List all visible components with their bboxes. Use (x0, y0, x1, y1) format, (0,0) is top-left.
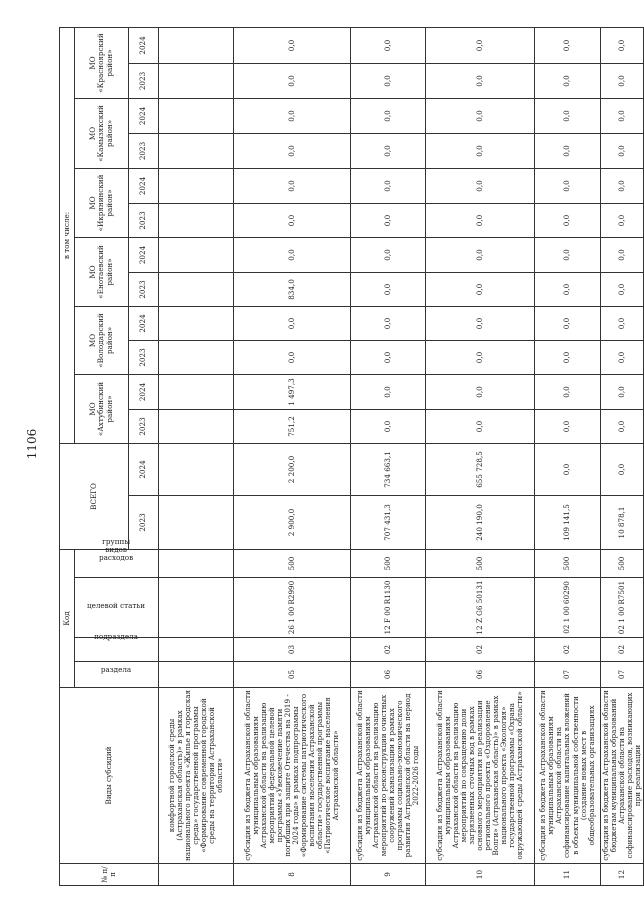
row-number (159, 864, 234, 886)
header-code: Код (60, 549, 75, 687)
subsection-code: 03 (234, 638, 351, 662)
mo-value: 0,0 (351, 272, 426, 306)
total-2024: 734 663,1 (351, 443, 426, 495)
mo-value (159, 63, 234, 98)
mo-value: 0,0 (234, 27, 351, 63)
mo-value (159, 168, 234, 203)
header-year-2023: 2023 (129, 409, 159, 443)
header-total-2023: 2023 (129, 495, 159, 549)
mo-value: 0,0 (601, 27, 644, 63)
subsidy-description: субсидия из бюджета Астраханской области муниципальным образованиям Астраханской области на софинансирование капитальных вложений в объекты муниципальной собственности (создание новых мест в общеобразовательных организациях (535, 688, 601, 864)
mo-value: 0,0 (351, 203, 426, 237)
table-row (351, 27, 426, 885)
mo-value: 0,0 (535, 340, 601, 374)
mo-value: 0,0 (426, 272, 535, 306)
mo-value: 0,0 (234, 168, 351, 203)
mo-value: 0,0 (535, 374, 601, 409)
header-year-2024: 2024 (129, 168, 159, 203)
mo-value: 0,0 (234, 340, 351, 374)
mo-value: 0,0 (535, 306, 601, 340)
mo-value: 0,0 (426, 168, 535, 203)
mo-value (159, 374, 234, 409)
header-year-2023: 2023 (129, 203, 159, 237)
subsection-code (159, 638, 234, 662)
total-2023: 707 431,3 (351, 495, 426, 549)
mo-value (159, 27, 234, 63)
table-row (426, 27, 535, 885)
target-item-code: 26 1 00 R2990 (234, 578, 351, 638)
section-code (159, 662, 234, 688)
mo-value: 0,0 (601, 306, 644, 340)
mo-value: 0,0 (601, 272, 644, 306)
header-no: № п/п (60, 864, 159, 886)
target-item-code: 02 1 00 R7501 (601, 578, 644, 638)
mo-value: 0,0 (535, 409, 601, 443)
section-code: 07 (535, 662, 601, 688)
mo-value: 0,0 (535, 63, 601, 98)
mo-value: 0,0 (351, 98, 426, 133)
section-code: 06 (426, 662, 535, 688)
header-total: ВСЕГО (60, 443, 129, 549)
row-number: 12 (601, 864, 644, 886)
table-row (535, 27, 601, 885)
mo-value: 0,0 (351, 409, 426, 443)
header-mo-kamyzyaksky: МО «Камызякский район» (75, 98, 129, 168)
mo-value: 0,0 (234, 306, 351, 340)
expense-group-code: 500 (535, 549, 601, 577)
subsidy-description: субсидия из бюджета Астраханской области муниципальным образованиям Астраханской области на реализацию мероприятий федеральной целевой программы «Увековечение памяти погибших при защите Отечества на 2019 - 2024 годы» в рамках подпрограммы «Формирование системы патриотического воспитания населения Астраханской области» государственной программы «Патриотическое воспитание населения Астраханской области» (234, 688, 351, 864)
mo-value: 0,0 (426, 133, 535, 168)
mo-value: 0,0 (351, 340, 426, 374)
mo-value (159, 409, 234, 443)
mo-value: 0,0 (535, 203, 601, 237)
mo-value: 0,0 (535, 27, 601, 63)
mo-value: 0,0 (426, 340, 535, 374)
mo-value: 0,0 (535, 237, 601, 272)
header-mo-akhtubinsky: МО «Ахтубинский район» (75, 374, 129, 443)
header-target-item: целевой статьи (75, 578, 159, 638)
header-year-2024: 2024 (129, 306, 159, 340)
section-code: 07 (601, 662, 644, 688)
expense-group-code: 500 (234, 549, 351, 577)
expense-group-code: 500 (426, 549, 535, 577)
header-mo-krasnoyarsky: МО «Красноярский район» (75, 27, 129, 98)
mo-value: 0,0 (351, 237, 426, 272)
mo-value: 0,0 (351, 63, 426, 98)
header-year-2024: 2024 (129, 98, 159, 133)
header-year-2024: 2024 (129, 237, 159, 272)
subsidy-description: комфортной городской среды (Астраханская область)» в рамках национального проекта «Жилье и городская среда» государственной программы «Формирование современной городской среды на территории Астраханской области» (159, 688, 234, 864)
subsection-code: 02 (426, 638, 535, 662)
total-2024: 0,0 (535, 443, 601, 495)
expense-group-code: 500 (601, 549, 644, 577)
target-item-code: 12 Z G6 50131 (426, 578, 535, 638)
subsection-code: 02 (535, 638, 601, 662)
row-number: 10 (426, 864, 535, 886)
mo-value: 0,0 (426, 63, 535, 98)
mo-value: 0,0 (426, 237, 535, 272)
target-item-code: 12 F 00 R1130 (351, 578, 426, 638)
row-number: 8 (234, 864, 351, 886)
header-kind: Виды субсидий (60, 688, 159, 864)
total-2023: 10 878,1 (601, 495, 644, 549)
subsidy-description: субсидия из бюджета Астраханской области муниципальным образованиям Астраханской области на реализацию мероприятий по реконструкции очистных сооружений канализации в рамках программы социально-экономического развития Астраханской области на период 2022-2026 годы (351, 688, 426, 864)
subsection-code: 02 (601, 638, 644, 662)
table-body (159, 27, 644, 885)
target-item-code (159, 578, 234, 638)
total-2024: 655 728,5 (426, 443, 535, 495)
mo-value: 0,0 (601, 203, 644, 237)
total-2023: 109 141,5 (535, 495, 601, 549)
mo-value (159, 203, 234, 237)
target-item-code: 02 1 00 60290 (535, 578, 601, 638)
mo-value: 0,0 (601, 168, 644, 203)
mo-value: 0,0 (351, 27, 426, 63)
mo-value (159, 133, 234, 168)
mo-value: 1 497,3 (234, 374, 351, 409)
page-number: 1106 (25, 428, 39, 460)
header-mo-enotaevsky: МО «Енотаевский район» (75, 237, 129, 306)
mo-value: 0,0 (426, 98, 535, 133)
total-2023: 2 900,0 (234, 495, 351, 549)
mo-value: 834,0 (234, 272, 351, 306)
mo-value: 0,0 (351, 306, 426, 340)
mo-value: 0,0 (234, 237, 351, 272)
subsidy-description: субсидия из бюджета Астраханской области муниципальным образованиям Астраханской области на реализацию мероприятий по сокращению доли загрязненных сточных вод в рамках основного мероприятия по реализации регионального проекта «Оздоровление Волги» (Астраханская область)» в рамках национального проекта «Экология» государственной программы «Охрана окружающей среды Астраханской области» (426, 688, 535, 864)
total-2023: 240 190,0 (426, 495, 535, 549)
rotated-table-page (59, 33, 643, 886)
header-year-2023: 2023 (129, 272, 159, 306)
mo-value: 751,2 (234, 409, 351, 443)
mo-value (159, 237, 234, 272)
header-year-2024: 2024 (129, 27, 159, 63)
total-2024: 2 200,0 (234, 443, 351, 495)
row-number: 9 (351, 864, 426, 886)
header-including: в том числе: (60, 27, 75, 443)
mo-value: 0,0 (426, 203, 535, 237)
mo-value: 0,0 (601, 133, 644, 168)
mo-value: 0,0 (234, 133, 351, 168)
section-code: 06 (351, 662, 426, 688)
mo-value: 0,0 (535, 133, 601, 168)
mo-value: 0,0 (601, 409, 644, 443)
header-subsection: подраздела (75, 638, 159, 662)
mo-value: 0,0 (601, 374, 644, 409)
total-2024: 0,0 (601, 443, 644, 495)
mo-value: 0,0 (535, 272, 601, 306)
mo-value: 0,0 (234, 203, 351, 237)
total-2024 (159, 443, 234, 495)
header-mo-volodarsky: МО «Володарский район» (75, 306, 129, 374)
mo-value: 0,0 (535, 98, 601, 133)
total-2023 (159, 495, 234, 549)
header-total-2024: 2024 (129, 443, 159, 495)
mo-value: 0,0 (535, 168, 601, 203)
mo-value: 0,0 (601, 63, 644, 98)
table-row (159, 27, 234, 885)
mo-value: 0,0 (351, 374, 426, 409)
mo-value (159, 340, 234, 374)
mo-value: 0,0 (426, 409, 535, 443)
mo-value (159, 306, 234, 340)
mo-value: 0,0 (601, 237, 644, 272)
header-year-2023: 2023 (129, 133, 159, 168)
header-mo-ikryaninsky: МО «Икрянинский район» (75, 168, 129, 237)
section-code: 05 (234, 662, 351, 688)
header-year-2024: 2024 (129, 374, 159, 409)
mo-value: 0,0 (351, 168, 426, 203)
mo-value: 0,0 (234, 98, 351, 133)
expense-group-code: 500 (351, 549, 426, 577)
mo-value: 0,0 (601, 340, 644, 374)
subsidy-description: субсидия из бюджета Астраханской области бюджетам муниципальных образований Астраханской области на софинансирование расходов, возникающих при реализации (601, 688, 644, 864)
header-section: раздела (75, 662, 159, 688)
expense-group-code (159, 549, 234, 577)
table-row (234, 27, 351, 885)
mo-value: 0,0 (601, 98, 644, 133)
mo-value: 0,0 (234, 63, 351, 98)
mo-value (159, 272, 234, 306)
header-year-2023: 2023 (129, 63, 159, 98)
mo-value: 0,0 (426, 306, 535, 340)
mo-value: 0,0 (426, 374, 535, 409)
subsidy-table (59, 27, 644, 886)
header-expense-group: группы видов расходов (75, 549, 159, 577)
subsection-code: 02 (351, 638, 426, 662)
row-number: 11 (535, 864, 601, 886)
table-row (601, 27, 644, 885)
mo-value: 0,0 (351, 133, 426, 168)
mo-value: 0,0 (426, 27, 535, 63)
mo-value (159, 98, 234, 133)
header-year-2023: 2023 (129, 340, 159, 374)
